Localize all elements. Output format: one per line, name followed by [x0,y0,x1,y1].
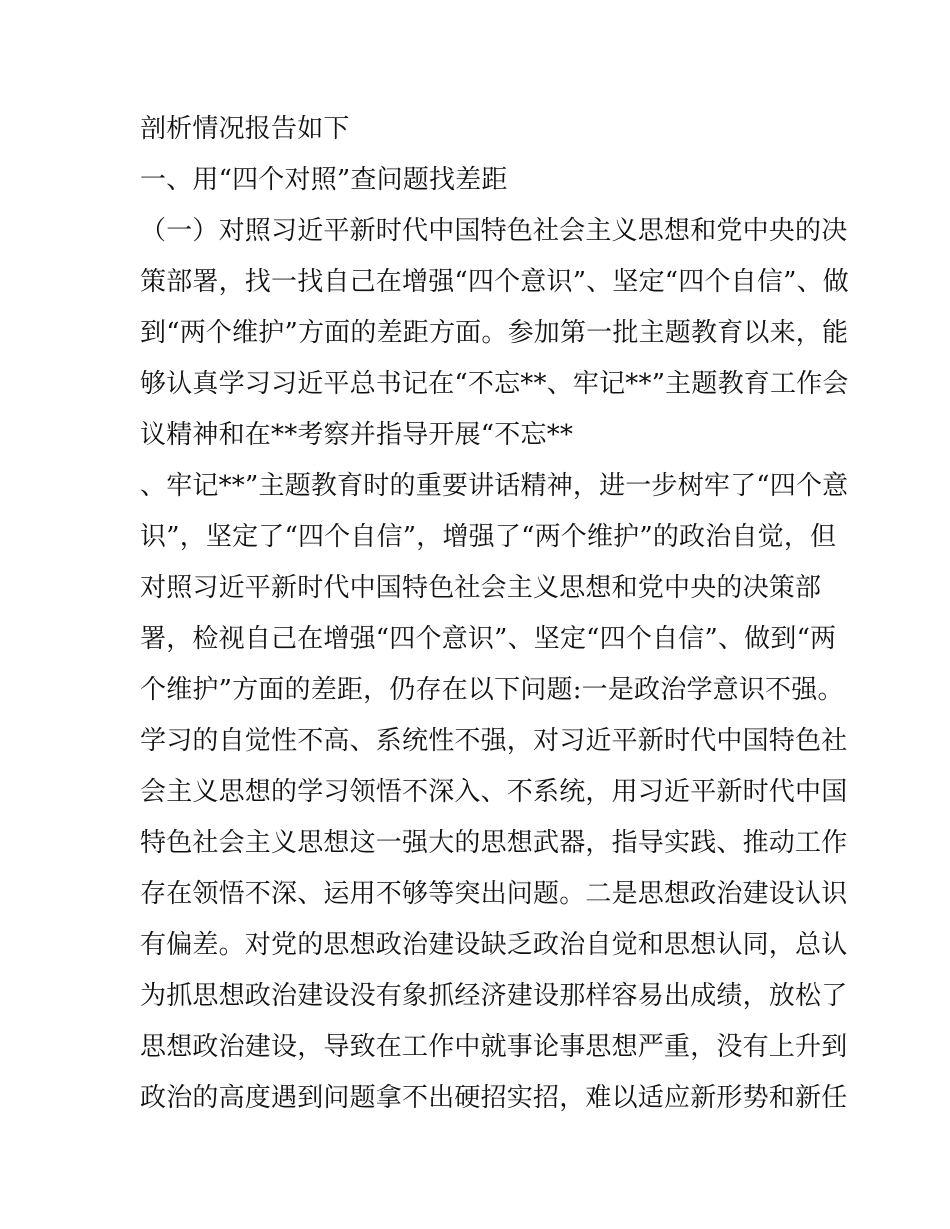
body-line: 思想政治建设，导致在工作中就事论事思想严重，没有上升到 [140,1032,848,1062]
body-line: 、牢记**”主题教育时的重要讲话精神，进一步树牢了“四个意 [140,471,849,501]
body-line: 署，检视自己在增强“四个意识”、坚定“四个自信”、做到“两 [140,624,837,654]
body-line: 够认真学习习近平总书记在“不忘**、牢记**”主题教育工作会 [140,369,849,399]
body-line: 特色社会主义思想这一强大的思想武器，指导实践、推动工作 [140,828,848,858]
body-line: 议精神和在**考察并指导开展“不忘** [140,420,574,450]
body-line: 学习的自觉性不高、系统性不强，对习近平新时代中国特色社 [140,726,848,756]
body-line: （一）对照习近平新时代中国特色社会主义思想和党中央的决 [140,216,848,246]
body-line: 政治的高度遇到问题拿不出硬招实招，难以适应新形势和新任 [140,1083,848,1113]
body-line: 个维护”方面的差距，仍存在以下问题:一是政治学意识不强。 [140,675,844,705]
section-title: 一、用“四个对照”查问题找差距 [140,165,508,195]
body-line: 有偏差。对党的思想政治建设缺乏政治自觉和思想认同，总认 [140,930,848,960]
body-line: 策部署，找一找自己在增强“四个意识”、坚定“四个自信”、做 [140,267,849,297]
body-line: 到“两个维护”方面的差距方面。参加第一批主题教育以来，能 [140,318,849,348]
body-line: 对照习近平新时代中国特色社会主义思想和党中央的决策部 [140,573,822,603]
document-heading: 剖析情况报告如下 [140,114,350,144]
body-line: 识”，坚定了“四个自信”，增强了“两个维护”的政治自觉，但 [140,522,837,552]
body-line: 存在领悟不深、运用不够等突出问题。二是思想政治建设认识 [140,879,848,909]
body-line: 会主义思想的学习领悟不深入、不系统，用习近平新时代中国 [140,777,848,807]
body-line: 为抓思想政治建设没有象抓经济建设那样容易出成绩，放松了 [140,981,848,1011]
